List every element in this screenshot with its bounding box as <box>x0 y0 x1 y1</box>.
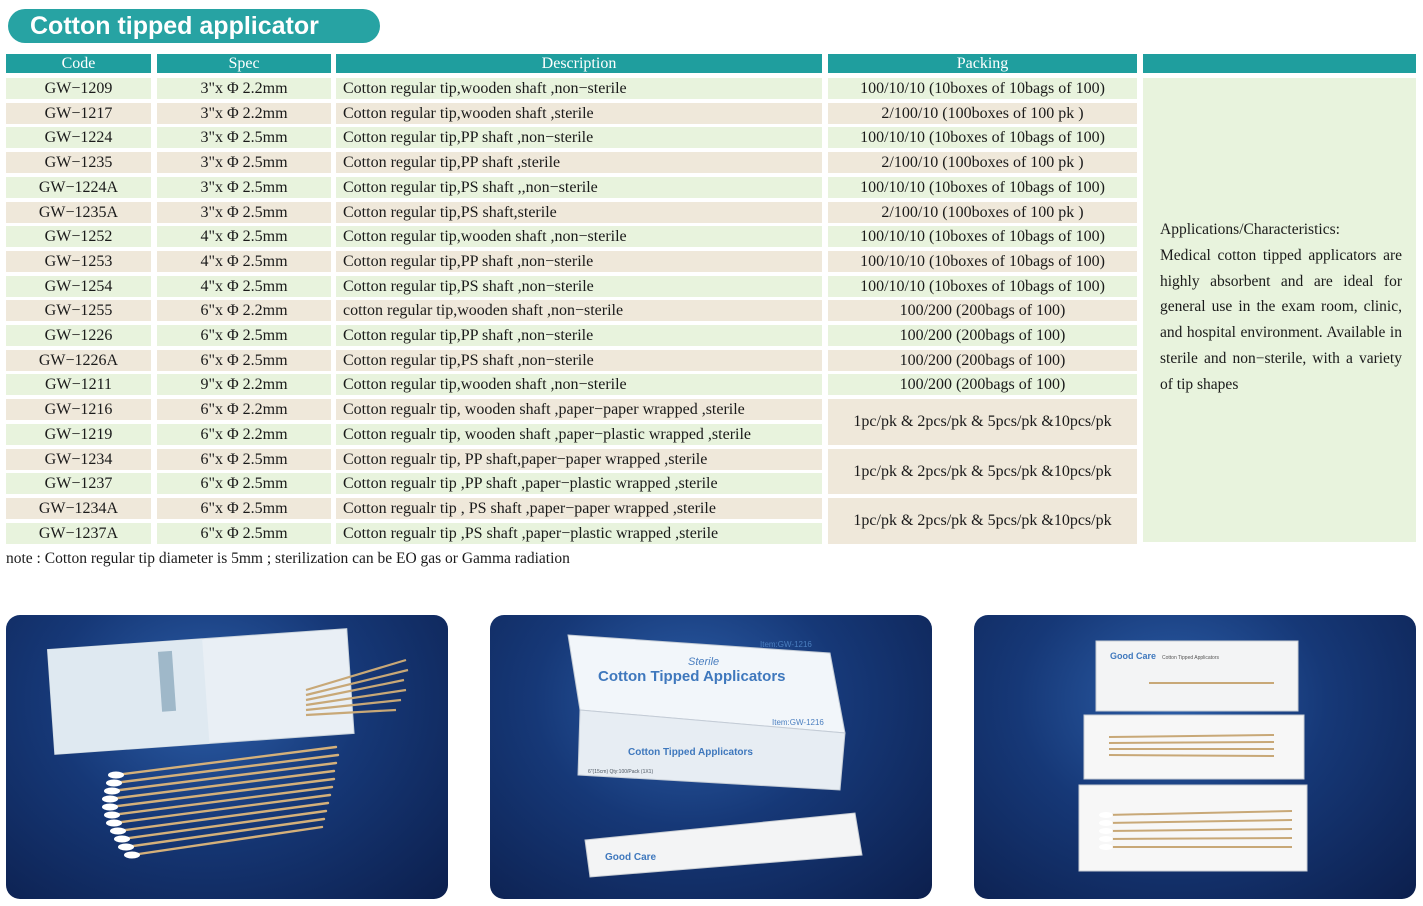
packing-cell: 100/200 (200bags of 100) <box>828 300 1137 321</box>
packing-cell: 100/200 (200bags of 100) <box>828 374 1137 395</box>
box-item-label: Item:GW-1216 <box>760 640 812 649</box>
packing-cell: 100/10/10 (10boxes of 10bags of 100) <box>828 276 1137 297</box>
applications-body: Medical cotton tipped applicators are highly absorbent and are ideal for general use in the exam room, clinic, and hospital environment. Available in sterile and non−sterile, with a variety of tip shapes <box>1160 246 1402 393</box>
photo-packaged-swabs <box>974 615 1416 899</box>
code-cell: GW−1216 <box>6 399 151 420</box>
description-cell: Cotton regualr tip, PP shaft,paper−paper wrapped ,sterile <box>336 449 822 470</box>
code-cell: GW−1219 <box>6 424 151 445</box>
box-title: Cotton Tipped Applicators <box>598 668 786 685</box>
code-cell: GW−1224 <box>6 127 151 148</box>
spec-cell: 6"x Φ 2.5mm <box>157 350 331 371</box>
packing-cell: 100/10/10 (10boxes of 10bags of 100) <box>828 177 1137 198</box>
description-cell: Cotton regular tip,PP shaft ,non−sterile <box>336 127 822 148</box>
description-cell: Cotton regular tip,PP shaft ,sterile <box>336 152 822 173</box>
box-sterile-label: Sterile <box>688 656 720 668</box>
code-cell: GW−1226A <box>6 350 151 371</box>
description-cell: Cotton regular tip,PS shaft,sterile <box>336 202 822 223</box>
packing-cell: 100/200 (200bags of 100) <box>828 325 1137 346</box>
page-title: Cotton tipped applicator <box>8 9 380 43</box>
code-cell: GW−1226 <box>6 325 151 346</box>
description-cell: Cotton regualr tip, wooden shaft ,paper−plastic wrapped ,sterile <box>336 424 822 445</box>
spec-cell: 6"x Φ 2.5mm <box>157 523 331 544</box>
spec-cell: 4"x Φ 2.5mm <box>157 226 331 247</box>
applications-panel <box>1143 78 1416 542</box>
spec-cell: 4"x Φ 2.5mm <box>157 251 331 272</box>
code-cell: GW−1237 <box>6 473 151 494</box>
packing-cell: 2/100/10 (100boxes of 100 pk ) <box>828 152 1137 173</box>
spec-cell: 6"x Φ 2.5mm <box>157 473 331 494</box>
header-code: Code <box>6 54 151 73</box>
spec-cell: 9"x Φ 2.2mm <box>157 374 331 395</box>
spec-cell: 4"x Φ 2.5mm <box>157 276 331 297</box>
code-cell: GW−1253 <box>6 251 151 272</box>
code-cell: GW−1224A <box>6 177 151 198</box>
box-item-label-front: Item:GW-1216 <box>772 718 824 727</box>
description-cell: Cotton regular tip,wooden shaft ,non−sterile <box>336 374 822 395</box>
packing-cell: 2/100/10 (100boxes of 100 pk ) <box>828 103 1137 124</box>
spec-cell: 6"x Φ 2.5mm <box>157 325 331 346</box>
photo-box-package <box>490 615 932 899</box>
photo-loose-swabs <box>6 615 448 899</box>
code-cell: GW−1211 <box>6 374 151 395</box>
header-packing: Packing <box>828 54 1137 73</box>
spec-cell: 3"x Φ 2.5mm <box>157 177 331 198</box>
description-cell: Cotton regular tip,wooden shaft ,non−sterile <box>336 226 822 247</box>
description-cell: Cotton regular tip,PS shaft ,non−sterile <box>336 350 822 371</box>
description-cell: Cotton regular tip,PP shaft ,non−sterile <box>336 251 822 272</box>
spec-cell: 3"x Φ 2.5mm <box>157 202 331 223</box>
pack-title: Cotton Tipped Applicators <box>1162 655 1219 661</box>
packs-illustration <box>974 615 1416 899</box>
description-cell: Cotton regualr tip , PS shaft ,paper−paper wrapped ,sterile <box>336 498 822 519</box>
packing-cell: 100/200 (200bags of 100) <box>828 350 1137 371</box>
code-cell: GW−1255 <box>6 300 151 321</box>
box-title-front: Cotton Tipped Applicators <box>628 747 753 758</box>
description-cell: Cotton regualr tip, wooden shaft ,paper−paper wrapped ,sterile <box>336 399 822 420</box>
spec-cell: 3"x Φ 2.5mm <box>157 127 331 148</box>
description-cell: Cotton regualr tip ,PS shaft ,paper−plastic wrapped ,sterile <box>336 523 822 544</box>
code-cell: GW−1234A <box>6 498 151 519</box>
description-cell: Cotton regular tip,PP shaft ,non−sterile <box>336 325 822 346</box>
packing-cell: 100/10/10 (10boxes of 10bags of 100) <box>828 226 1137 247</box>
packing-cell: 100/10/10 (10boxes of 10bags of 100) <box>828 78 1137 99</box>
box-qty-label: 6"(15cm) Qty:100/Pack (1X1) <box>588 769 654 775</box>
packing-merged-cell: 1pc/pk & 2pcs/pk & 5pcs/pk &10pcs/pk <box>828 399 1137 445</box>
code-cell: GW−1235A <box>6 202 151 223</box>
spec-cell: 3"x Φ 2.2mm <box>157 78 331 99</box>
spec-cell: 3"x Φ 2.2mm <box>157 103 331 124</box>
code-cell: GW−1209 <box>6 78 151 99</box>
pouch-logo: Good Care <box>605 852 657 863</box>
description-cell: Cotton regular tip,PS shaft ,,non−sterile <box>336 177 822 198</box>
code-cell: GW−1252 <box>6 226 151 247</box>
code-cell: GW−1254 <box>6 276 151 297</box>
description-cell: cotton regular tip,wooden shaft ,non−sterile <box>336 300 822 321</box>
header-description: Description <box>336 54 822 73</box>
spec-cell: 6"x Φ 2.5mm <box>157 449 331 470</box>
spec-cell: 6"x Φ 2.2mm <box>157 300 331 321</box>
spec-cell: 6"x Φ 2.5mm <box>157 498 331 519</box>
header-blank <box>1143 54 1416 73</box>
pack-logo: Good Care <box>1110 651 1157 661</box>
code-cell: GW−1217 <box>6 103 151 124</box>
spec-cell: 6"x Φ 2.2mm <box>157 424 331 445</box>
packing-merged-cell: 1pc/pk & 2pcs/pk & 5pcs/pk &10pcs/pk <box>828 449 1137 495</box>
packing-cell: 2/100/10 (100boxes of 100 pk ) <box>828 202 1137 223</box>
code-cell: GW−1237A <box>6 523 151 544</box>
swabs-illustration <box>6 615 448 899</box>
box-illustration <box>490 615 932 899</box>
description-cell: Cotton regular tip,wooden shaft ,sterile <box>336 103 822 124</box>
header-spec: Spec <box>157 54 331 73</box>
spec-cell: 6"x Φ 2.2mm <box>157 399 331 420</box>
packing-merged-cell: 1pc/pk & 2pcs/pk & 5pcs/pk &10pcs/pk <box>828 498 1137 544</box>
spec-cell: 3"x Φ 2.5mm <box>157 152 331 173</box>
description-cell: Cotton regular tip,PS shaft ,non−sterile <box>336 276 822 297</box>
description-cell: Cotton regualr tip ,PP shaft ,paper−plastic wrapped ,sterile <box>336 473 822 494</box>
packing-cell: 100/10/10 (10boxes of 10bags of 100) <box>828 251 1137 272</box>
code-cell: GW−1235 <box>6 152 151 173</box>
description-cell: Cotton regular tip,wooden shaft ,non−sterile <box>336 78 822 99</box>
code-cell: GW−1234 <box>6 449 151 470</box>
table-note: note : Cotton regular tip diameter is 5mm ; sterilization can be EO gas or Gamma radiation <box>6 550 570 567</box>
packing-cell: 100/10/10 (10boxes of 10bags of 100) <box>828 127 1137 148</box>
applications-heading: Applications/Characteristics: <box>1160 221 1340 238</box>
